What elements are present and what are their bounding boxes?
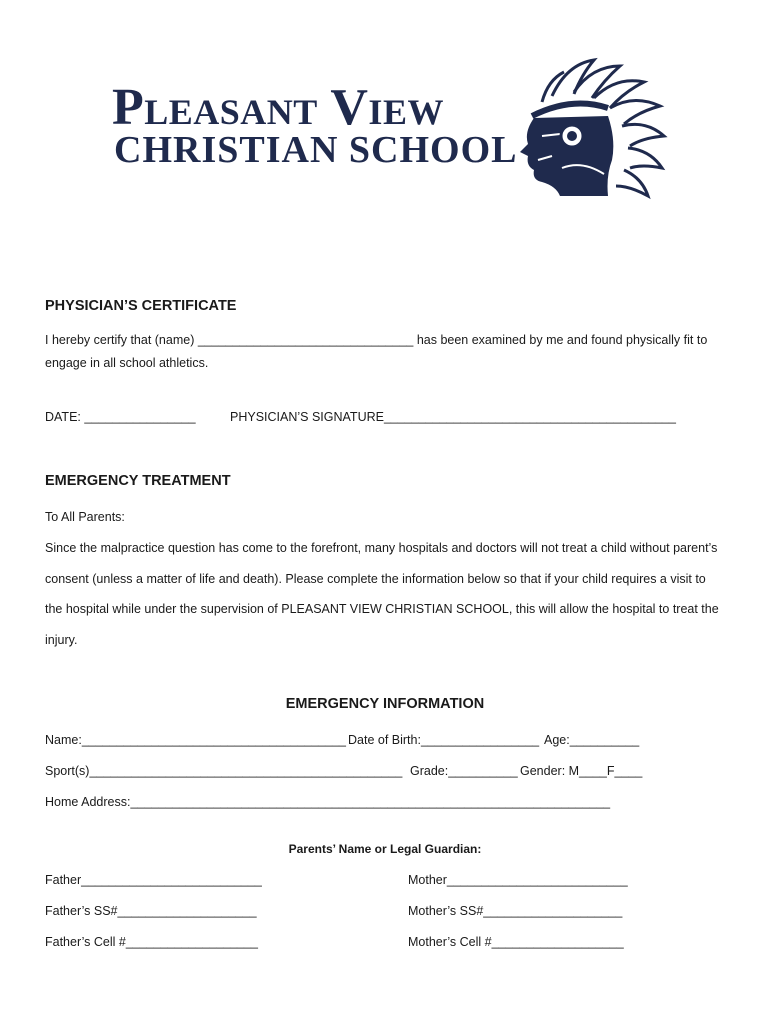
logo-school-subtitle: CHRISTIAN SCHOOL xyxy=(114,129,518,171)
grade-field[interactable]: Grade:__________ xyxy=(410,764,518,778)
native-chief-headdress-icon xyxy=(512,56,668,200)
emergency-information-heading: EMERGENCY INFORMATION xyxy=(285,696,485,712)
father-ss-field[interactable]: Father’s SS#____________________ xyxy=(45,904,257,918)
father-cell-field[interactable]: Father’s Cell #___________________ xyxy=(45,935,258,949)
parents-guardian-heading: Parents’ Name or Legal Guardian: xyxy=(288,842,482,856)
greeting-text: To All Parents: xyxy=(45,510,125,524)
logo-school-name: Pleasant View xyxy=(112,79,444,136)
physician-certify-line-1[interactable]: I hereby certify that (name) _______________________________ has been examined by me and found physically fit to xyxy=(45,333,708,347)
physician-certify-line-2: engage in all school athletics. xyxy=(45,356,209,370)
emergency-treatment-heading: EMERGENCY TREATMENT xyxy=(45,473,231,489)
treatment-paragraph-line: consent (unless a matter of life and death). Please complete the information below so that if your child requires a visit to xyxy=(45,572,706,586)
physician-signature-field[interactable]: PHYSICIAN’S SIGNATURE__________________________________________ xyxy=(230,410,676,424)
gender-field[interactable]: Gender: M____F____ xyxy=(520,764,643,778)
physician-certificate-heading: PHYSICIAN’S CERTIFICATE xyxy=(45,298,237,314)
treatment-paragraph-line: injury. xyxy=(45,633,78,647)
home-address-field[interactable]: Home Address:_____________________________________________________________________ xyxy=(45,795,611,809)
sports-field[interactable]: Sport(s)_____________________________________________ xyxy=(45,764,403,778)
treatment-paragraph-line: Since the malpractice question has come to the forefront, many hospitals and doctors will not treat a child without parent’s xyxy=(45,541,718,555)
age-field[interactable]: Age:__________ xyxy=(544,733,640,747)
father-name-field[interactable]: Father__________________________ xyxy=(45,873,262,887)
treatment-paragraph-line: the hospital while under the supervision of PLEASANT VIEW CHRISTIAN SCHOOL, this will allow the hospital to treat the xyxy=(45,602,719,616)
mother-ss-field[interactable]: Mother’s SS#____________________ xyxy=(408,904,623,918)
student-name-field[interactable]: Name:______________________________________ xyxy=(45,733,346,747)
mother-name-field[interactable]: Mother__________________________ xyxy=(408,873,628,887)
mother-cell-field[interactable]: Mother’s Cell #___________________ xyxy=(408,935,624,949)
date-field[interactable]: DATE: ________________ xyxy=(45,410,196,424)
date-of-birth-field[interactable]: Date of Birth:_________________ xyxy=(348,733,540,747)
